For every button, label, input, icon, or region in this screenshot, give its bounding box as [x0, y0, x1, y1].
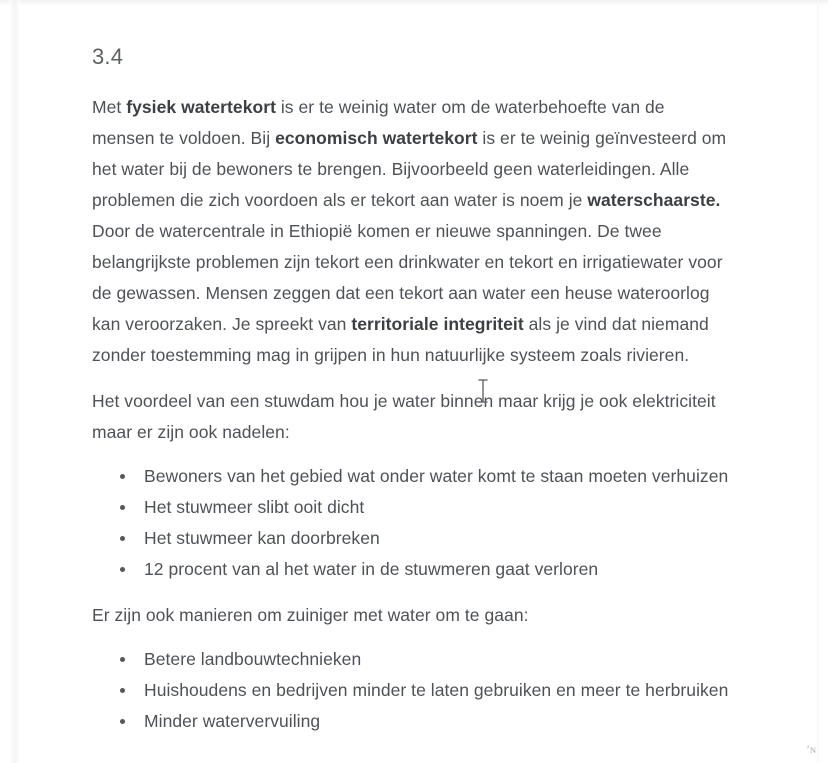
list-item — [92, 523, 732, 554]
page-left-edge-artifact — [9, 0, 20, 763]
bullet-list-zuiniger — [92, 644, 732, 737]
list-item-label: Betere landbouwtechnieken — [144, 649, 362, 669]
text-run: is er te weinig water om de waterbehoefte van de mensen te voldoen. Bij — [92, 97, 665, 148]
text-run: als je vind dat niemand zonder toestemming mag in grijpen in hun natuurlijke systeem zoals rivieren. — [92, 314, 709, 365]
list-item — [92, 675, 732, 706]
emphasised-term: waterschaarste. — [587, 190, 721, 210]
text-run: Met — [92, 97, 127, 117]
list-item-label: 12 procent van al het water in de stuwmeren gaat verloren — [144, 559, 599, 579]
list-item-label: Het stuwmeer slibt ooit dicht — [144, 497, 365, 517]
text-run: is er te weinig geïnvesteerd om het water bij de bewoners te brengen. Bijvoorbeeld geen waterleidingen. Alle problemen die zich voordoen als er tekort aan water is noem je — [92, 128, 727, 210]
paragraph-stuwdam-voordeel — [92, 386, 732, 448]
bullet-dot-icon — [120, 474, 125, 479]
text-run: Het voordeel van een stuwdam hou je water binnen maar krijg je ook elektriciteit maar er zijn ook nadelen: — [92, 391, 716, 442]
page-top-edge-artifact — [0, 0, 828, 6]
list-item — [92, 644, 732, 675]
list-item — [92, 492, 732, 523]
document-content[interactable] — [92, 42, 732, 737]
list-item — [92, 461, 732, 492]
bullet-dot-icon — [120, 719, 125, 724]
bullet-list-nadelen — [92, 461, 732, 585]
list-item-label: Het stuwmeer kan doorbreken — [144, 528, 380, 548]
list-item-label: Bewoners van het gebied wat onder water komt te staan moeten verhuizen — [144, 466, 729, 486]
bullet-dot-icon — [120, 567, 125, 572]
bullet-dot-icon — [120, 505, 125, 510]
list-item-label: Huishoudens en bedrijven minder te laten gebruiken en meer te herbruiken — [144, 680, 729, 700]
bullet-dot-icon — [120, 688, 125, 693]
page-corner-smudge-mark: ’ɴ — [806, 742, 816, 756]
bullet-dot-icon — [120, 657, 125, 662]
list-item-label: Minder watervervuiling — [144, 711, 321, 731]
paragraph-watertekort — [92, 92, 732, 371]
emphasised-term: economisch watertekort — [275, 128, 478, 148]
page-title: 3.4 — [92, 44, 124, 69]
list-item — [92, 706, 732, 737]
paragraph-zuiniger-intro: Er zijn ook manieren om zuiniger met water om te gaan: — [92, 605, 529, 625]
list-item — [92, 554, 732, 585]
emphasised-term: territoriale integriteit — [351, 314, 524, 334]
page-right-edge-artifact — [817, 0, 819, 763]
bullet-dot-icon — [120, 536, 125, 541]
text-run: Door de watercentrale in Ethiopië komen er nieuwe spanningen. De twee belangrijkste problemen zijn tekort een drinkwater en tekort en irrigatiewater voor de gewassen. Mensen zeggen dat een tekort aan water een heuse wateroorlog kan veroorzaken. Je spreekt van — [92, 221, 723, 334]
emphasised-term: fysiek watertekort — [126, 97, 276, 117]
